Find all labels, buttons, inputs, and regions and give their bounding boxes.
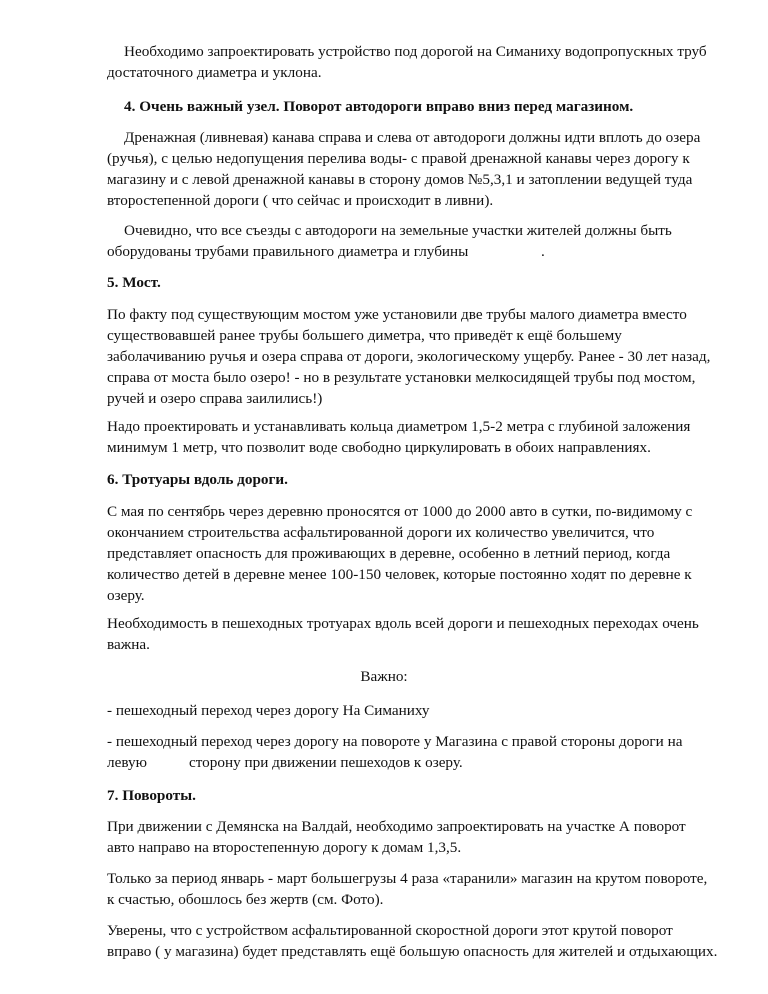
text-line: к счастью, обошлось без жертв (см. Фото). (107, 891, 384, 908)
text-line: вправо ( у магазина) будет представлять ещё большую опасность для жителей и отдыхающих. (107, 943, 718, 960)
text-line: Необходимость в пешеходных тротуарах вдоль всей дороги и пешеходных переходах очень (107, 615, 699, 632)
text-line: оборудованы трубами правильного диаметра и глубины (107, 243, 469, 260)
text-line: минимум 1 метр, что позволит воде свободно циркулировать в обоих направлениях. (107, 439, 651, 456)
text-line: озеру. (107, 587, 145, 604)
text-line: справа от моста было озеро! - но в результате установки мелкосидящей трубы под мостом, (107, 369, 696, 386)
text-line: левую (107, 754, 147, 771)
text-line: количество детей в деревне менее 100-150 человек, которые постоянно ходят по деревне к (107, 566, 692, 583)
text-line: ручей и озеро справа заилились!) (107, 390, 323, 407)
text-line: достаточного диаметра и уклона. (107, 64, 322, 81)
text-line: Необходимо запроектировать устройство под дорогой на Симаниху водопропускных труб (124, 43, 707, 60)
text-line: При движении с Демянска на Валдай, необходимо запроектировать на участке А поворот (107, 818, 686, 835)
text-line: магазину и с левой дренажной канавы в сторону домов №5,3,1 и затоплении ведущей туда (107, 171, 693, 188)
text-line: Уверены, что с устройством асфальтированной скоростной дороги этот крутой поворот (107, 922, 673, 939)
section-heading-7: 7. Повороты. (107, 787, 196, 804)
text-line: второстепенной дороги ( что сейчас и происходит в ливни). (107, 192, 494, 209)
text-line: Только за период январь - март большегрузы 4 раза «таранили» магазин на крутом повороте, (107, 870, 708, 887)
text-line: Очевидно, что все съезды с автодороги на земельные участки жителей должны быть (124, 222, 672, 239)
bullet-item: - пешеходный переход через дорогу на повороте у Магазина с правой стороны дороги на (107, 733, 683, 750)
text-line: По факту под существующим мостом уже установили две трубы малого диаметра вместо (107, 306, 687, 323)
section-heading-4: 4. Очень важный узел. Поворот автодороги вправо вниз перед магазином. (124, 98, 634, 115)
text-line: заболачиванию ручья и озера справа от дороги, экологическому ущербу. Ранее - 30 лет назад, (107, 348, 711, 365)
text-line: представляет опасность для проживающих в деревне, особенно в летний период, когда (107, 545, 671, 562)
text-line: сторону при движении пешеходов к озеру. (189, 754, 463, 771)
important-label: Важно: (360, 668, 408, 685)
text-line: окончанием строительства асфальтированной дороги их количество увеличится, что (107, 524, 655, 541)
text-line: Дренажная (ливневая) канава справа и слева от автодороги должны идти вплоть до озера (124, 129, 701, 146)
text-line: . (541, 243, 545, 260)
bullet-item: - пешеходный переход через дорогу На Симаниху (107, 702, 430, 719)
section-heading-6: 6. Тротуары вдоль дороги. (107, 471, 288, 488)
text-line: важна. (107, 636, 150, 653)
section-heading-5: 5. Мост. (107, 274, 161, 291)
text-line: авто направо на второстепенную дорогу к домам 1,3,5. (107, 839, 462, 856)
text-line: существовавшей ранее трубы большего диметра, что приведёт к ещё большему (107, 327, 622, 344)
text-line: Надо проектировать и устанавливать кольца диаметром 1,5-2 метра с глубиной заложения (107, 418, 691, 435)
text-line: (ручья), с целью недопущения перелива воды- с правой дренажной канавы через дорогу к (107, 150, 690, 167)
text-line: С мая по сентябрь через деревню проносятся от 1000 до 2000 авто в сутки, по-видимому с (107, 503, 693, 520)
